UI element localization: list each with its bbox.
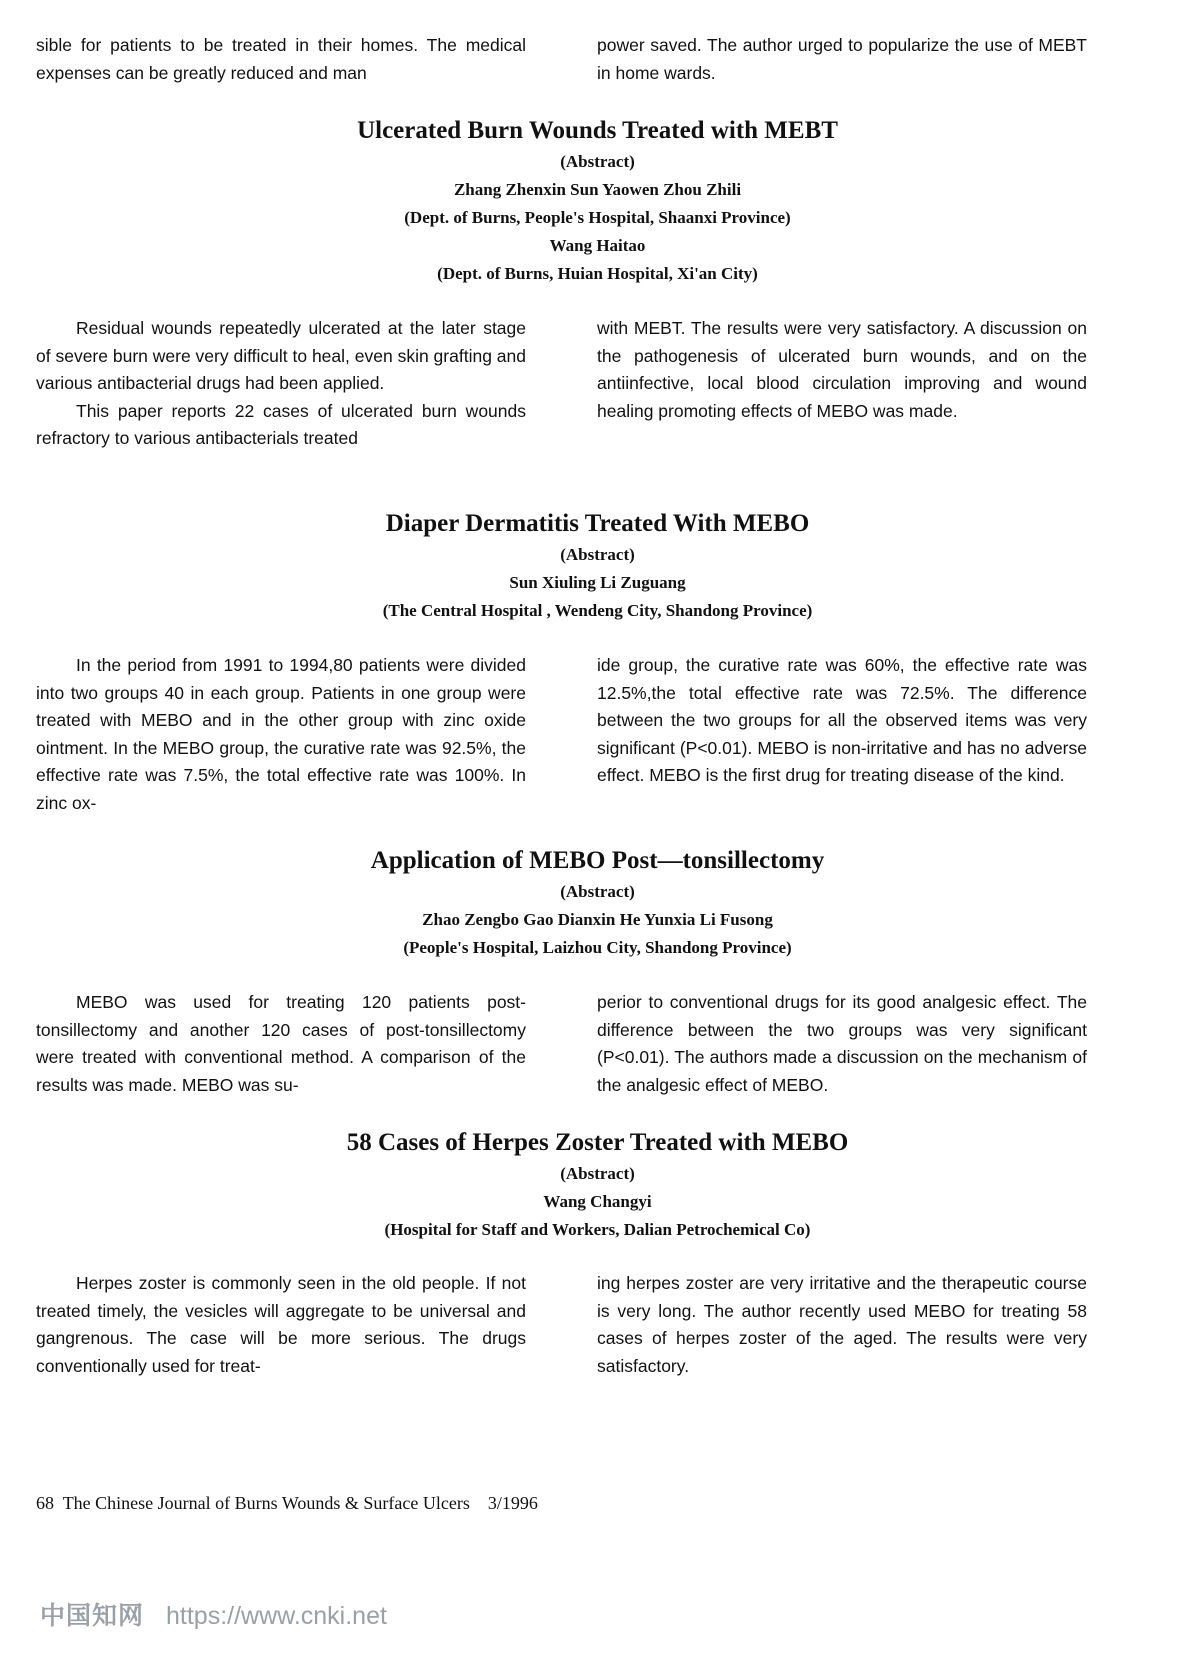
body-paragraph: with MEBT. The results were very satisfactory. A discussion on the pathogenesis of ulcerated burn wounds, and on the antiinfective, local blood circulation improving and wound healing promoting effects of MEBO was made. bbox=[597, 318, 1087, 421]
body-paragraph: Residual wounds repeatedly ulcerated at the later stage of severe burn were very difficult to heal, even skin grafting and various antibacterial drugs had been applied. bbox=[36, 318, 526, 393]
article-left-column bbox=[36, 652, 526, 817]
page-number: 68 bbox=[36, 1493, 54, 1513]
article-heading bbox=[0, 507, 1195, 625]
body-paragraph: In the period from 1991 to 1994,80 patients were divided into two groups 40 in each group. Patients in one group were treated with MEBO and in the other group with zinc oxide ointment. In the MEBO group, the curative rate was 92.5%, the effective rate was 7.5%, the total effective rate was 100%. In zinc ox- bbox=[36, 655, 526, 813]
continuation-left-column bbox=[36, 32, 526, 87]
article-title: Diaper Dermatitis Treated With MEBO bbox=[385, 510, 810, 537]
authors: Zhang Zhenxin Sun Yaowen Zhou Zhili bbox=[453, 180, 742, 199]
affiliation: (People's Hospital, Laizhou City, Shandong Province) bbox=[403, 938, 792, 957]
body-paragraph: MEBO was used for treating 120 patients post-tonsillectomy and another 120 cases of post-tonsillectomy were treated with conventional method. A comparison of the results was made. MEBO was su- bbox=[36, 992, 526, 1095]
affiliation: (Dept. of Burns, Huian Hospital, Xi'an City) bbox=[437, 264, 758, 283]
abstract-label: (Abstract) bbox=[560, 1164, 635, 1183]
article-left-column bbox=[36, 989, 526, 1099]
article-left-column bbox=[36, 315, 526, 453]
continuation-paragraph: sible for patients to be treated in their homes. The medical expenses can be greatly reduced and man bbox=[36, 35, 526, 83]
article-right-column bbox=[597, 1270, 1087, 1380]
body-paragraph: ing herpes zoster are very irritative and the therapeutic course is very long. The author recently used MEBO for treating 58 cases of herpes zoster of the aged. The results were very satisfactory. bbox=[597, 1273, 1087, 1376]
article-title: 58 Cases of Herpes Zoster Treated with MEBO bbox=[346, 1129, 849, 1156]
authors: Zhao Zengbo Gao Dianxin He Yunxia Li Fusong bbox=[422, 910, 773, 929]
article-heading bbox=[0, 1126, 1195, 1244]
abstract-label: (Abstract) bbox=[560, 545, 635, 564]
abstract-label: (Abstract) bbox=[560, 882, 635, 901]
issue-number: 3/1996 bbox=[487, 1493, 538, 1513]
authors: Wang Haitao bbox=[549, 236, 646, 255]
article-right-column bbox=[597, 989, 1087, 1099]
body-paragraph: This paper reports 22 cases of ulcerated burn wounds refractory to various antibacterials treated bbox=[36, 400, 526, 448]
continuation-right-column bbox=[597, 32, 1087, 87]
page-footer bbox=[36, 1493, 538, 1514]
article-right-column bbox=[597, 315, 1087, 425]
affiliation: (The Central Hospital , Wendeng City, Shandong Province) bbox=[382, 601, 813, 620]
journal-name: The Chinese Journal of Burns Wounds & Surface Ulcers bbox=[62, 1493, 470, 1513]
cnki-watermark bbox=[40, 1596, 387, 1632]
watermark-logo-text: 中国知网 bbox=[40, 1602, 145, 1630]
affiliation: (Hospital for Staff and Workers, Dalian Petrochemical Co) bbox=[384, 1220, 811, 1239]
continuation-paragraph: power saved. The author urged to popularize the use of MEBT in home wards. bbox=[597, 35, 1087, 83]
affiliation: (Dept. of Burns, People's Hospital, Shaanxi Province) bbox=[404, 208, 791, 227]
article-title: Ulcerated Burn Wounds Treated with MEBT bbox=[357, 117, 838, 144]
watermark-url: https://www.cnki.net bbox=[166, 1602, 387, 1630]
body-paragraph: perior to conventional drugs for its good analgesic effect. The difference between the two groups was very significant (P<0.01). The authors made a discussion on the mechanism of the analgesic effect of MEBO. bbox=[597, 992, 1087, 1095]
article-title: Application of MEBO Post—tonsillectomy bbox=[370, 847, 825, 874]
body-paragraph: ide group, the curative rate was 60%, the effective rate was 12.5%,the total effective rate was 72.5%. The difference between the two groups for all the observed items was very significant (P<0.01). MEBO is non-irritative and has no adverse effect. MEBO is the first drug for treating disease of the kind. bbox=[597, 655, 1087, 785]
authors: Sun Xiuling Li Zuguang bbox=[509, 573, 686, 592]
abstract-label: (Abstract) bbox=[560, 152, 635, 171]
article-left-column bbox=[36, 1270, 526, 1380]
body-paragraph: Herpes zoster is commonly seen in the old people. If not treated timely, the vesicles will aggregate to be universal and gangrenous. The case will be more serious. The drugs conventionally used for treat- bbox=[36, 1273, 526, 1376]
article-heading bbox=[0, 844, 1195, 962]
article-heading bbox=[0, 114, 1195, 288]
article-right-column bbox=[597, 652, 1087, 790]
authors: Wang Changyi bbox=[543, 1192, 652, 1211]
